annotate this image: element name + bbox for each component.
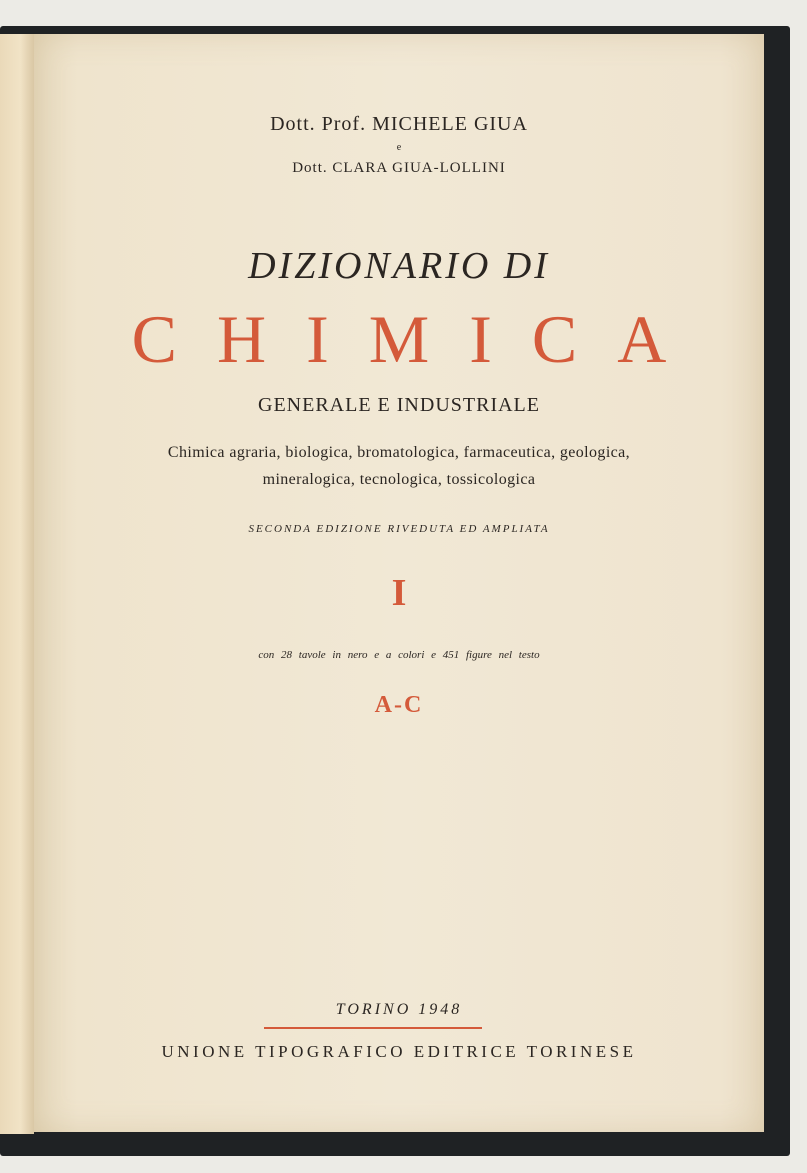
author-conjunction: e <box>396 142 402 153</box>
divider-rule <box>264 1027 482 1029</box>
binding-edge <box>0 34 34 1134</box>
description-line-1: Chimica agraria, biologica, bromatologica, farmaceutica, geologica, <box>167 444 631 461</box>
second-author: Dott. CLARA GIUA-LOLLINI <box>292 160 506 176</box>
volume-contents: con 28 tavole in nero e a colori e 451 figure nel testo <box>258 649 540 661</box>
place-year: TORINO 1948 <box>335 1001 463 1018</box>
edition-note: SECONDA EDIZIONE RIVEDUTA ED AMPLIATA <box>248 523 550 535</box>
title-line-1: DIZIONARIO DI <box>248 245 550 287</box>
description-line-2: mineralogica, tecnologica, tossicologica <box>262 471 536 488</box>
volume-range: A-C <box>374 692 424 718</box>
subtitle: GENERALE E INDUSTRIALE <box>258 394 540 416</box>
volume-number: I <box>391 572 407 614</box>
first-author: Dott. Prof. MICHELE GIUA <box>270 113 528 135</box>
publisher: UNIONE TIPOGRAFICO EDITRICE TORINESE <box>161 1042 637 1061</box>
title-line-2: CHIMICA <box>131 301 707 377</box>
